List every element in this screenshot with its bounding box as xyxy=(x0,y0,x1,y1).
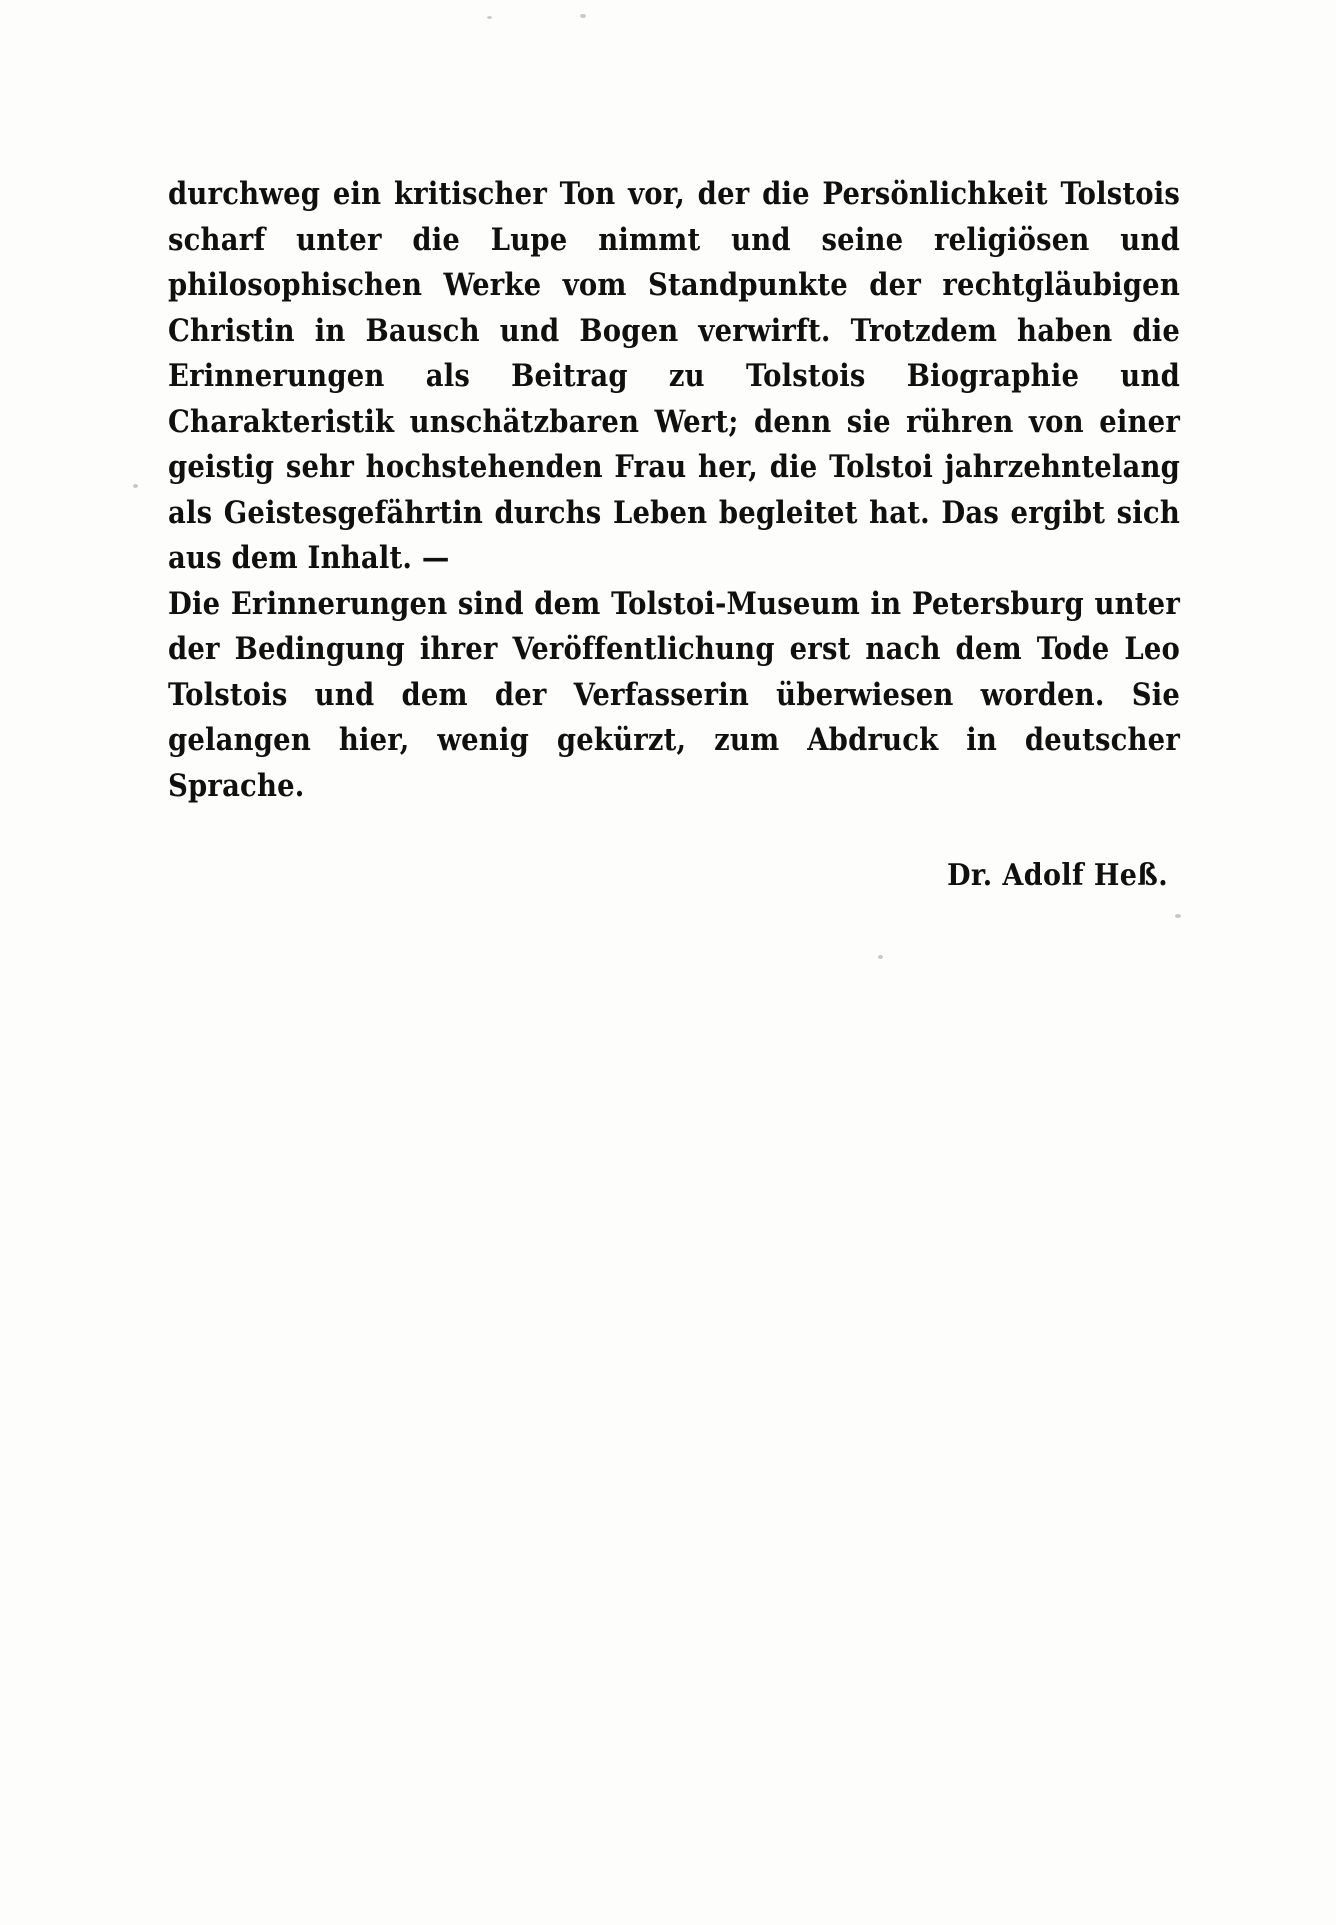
paragraph-2: Die Erinnerungen sind dem Tolstoi-Museum in Petersburg unter der Bedingung ihrer Veröffentlichung erst nach dem Tode Leo Tolstois und dem der Verfasserin überwiesen worden. Sie gelangen hier, wenig gekürzt, zum Abdruck in deutscher Sprache. xyxy=(168,585,1180,804)
body-text xyxy=(168,172,1180,893)
scan-speck-icon xyxy=(580,14,586,18)
scan-speck-icon xyxy=(133,484,138,488)
scan-speck-icon xyxy=(487,16,492,19)
scan-speck-icon xyxy=(878,955,883,959)
scan-speck-icon xyxy=(1175,914,1181,918)
signature: Dr. Adolf Heß. xyxy=(947,858,1168,893)
paragraph-1: durchweg ein kritischer Ton vor, der die Persönlichkeit Tolstois scharf unter die Lupe nimmt und seine religiösen und philosophischen Werke vom Standpunkte der rechtgläubigen Christin in Bausch und Bogen verwirft. Trotzdem haben die Erinnerungen als Beitrag zu Tolstois Biographie und Charakteristik unschätzbaren Wert; denn sie rühren von einer geistig sehr hochstehenden Frau her, die Tolstoi jahrzehntelang als Geistesgefährtin durchs Leben begleitet hat. Das ergibt sich aus dem Inhalt. — xyxy=(168,176,1180,576)
